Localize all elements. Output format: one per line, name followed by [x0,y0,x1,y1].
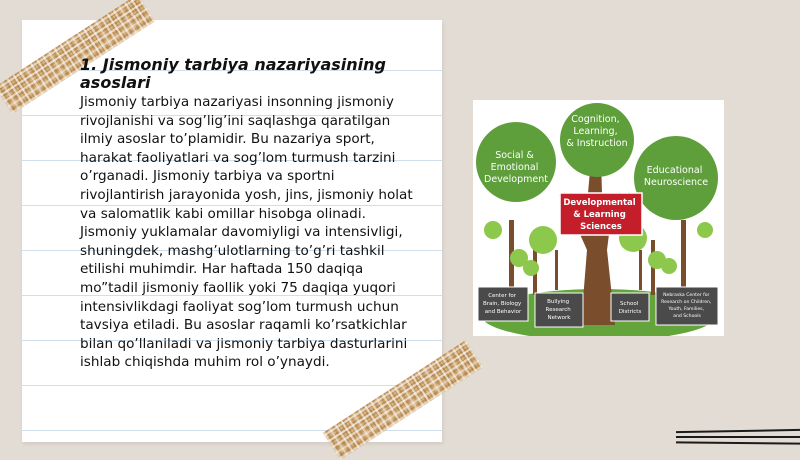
sign-bullying-line-2: Research [545,307,571,313]
canopy-social-line-2: Emotional [490,162,539,173]
svg-text:Center for Brain, Biolog [483,293,523,315]
section-body: Jismoniy tarbiya nazariyasi insonning jismoniy rivojlanishi va sog’lig’ini saqlashga qaratilgan ilmiy asoslar to’plamidir. Bu nazariya sport, harakat faoliyatlari va sog’lom turmush tarzini o’rganadi. Jismoniy tarbiya va sportni rivojlantirish jarayonida yosh, jins, jismoniy holat va salomatlik kabi omillar hisobga olinadi. Jismoniy yuklamalar davomiyligi va intensivligi, shuningdek, mashg’ulotlarning to’g’ri tashkil etilishi muhimdir. Har haftada 150 daqiqa mo”tadil jismoniy faollik yoki 75 daqiqa yuqori intensivlikdagi faoliyat sog’lom turmush uchun tavsiya etiladi. Bu asoslar raqamli ko’rsatkichlar bilan qo’llaniladi va jismoniy tarbiya dasturlarini ishlab chiqishda muhim rol o’ynaydi. [80,94,413,371]
canopy-cognition-line-2: Learning, [573,126,618,137]
tree-diagram-image [473,100,724,336]
canopy-social-line-3: Development [484,174,548,185]
svg-text:Educational Neuroscience [644,165,708,188]
center-banner-line-3: Sciences [580,222,622,232]
canopy-cognition-line-1: Cognition, [571,114,620,125]
decorative-lines [676,428,800,450]
sign-bullying-line-3: Network [547,315,571,321]
sign-nebraska-line-4: and Schools [673,314,701,319]
sign-school-line-2: Districts [618,309,642,315]
sign-school-line-1: School [619,301,639,307]
sign-brain-line-1: Center for [488,293,517,299]
canopy-neuro-line-2: Neuroscience [643,177,709,188]
canopy-neuro-line-1: Educational [646,165,703,176]
sign-nebraska-line-2: Research on Children, [661,300,712,305]
center-banner-line-2: & Learning [573,210,626,220]
sign-school-districts [611,293,649,321]
svg-text:Cognition, Learning, [566,114,627,149]
sign-brain-line-3: and Behavior [484,309,522,315]
section-title: 1. Jismoniy tarbiya nazariyasining asoslari [80,55,386,92]
sign-brain-line-2: Brain, Biology [483,301,522,307]
svg-text:Bullying Research [546,299,573,321]
sign-bullying-line-1: Bullying [547,299,570,305]
sign-nebraska-line-1: Nebraska Center for [663,293,710,298]
canopy-social-line-1: Social & [495,150,534,161]
tree-illustration [473,100,724,336]
canopy-cognition-line-3: & Instruction [566,138,628,149]
sign-nebraska-line-3: Youth, Families, [668,307,705,312]
center-banner-line-1: Developmental [563,198,636,208]
